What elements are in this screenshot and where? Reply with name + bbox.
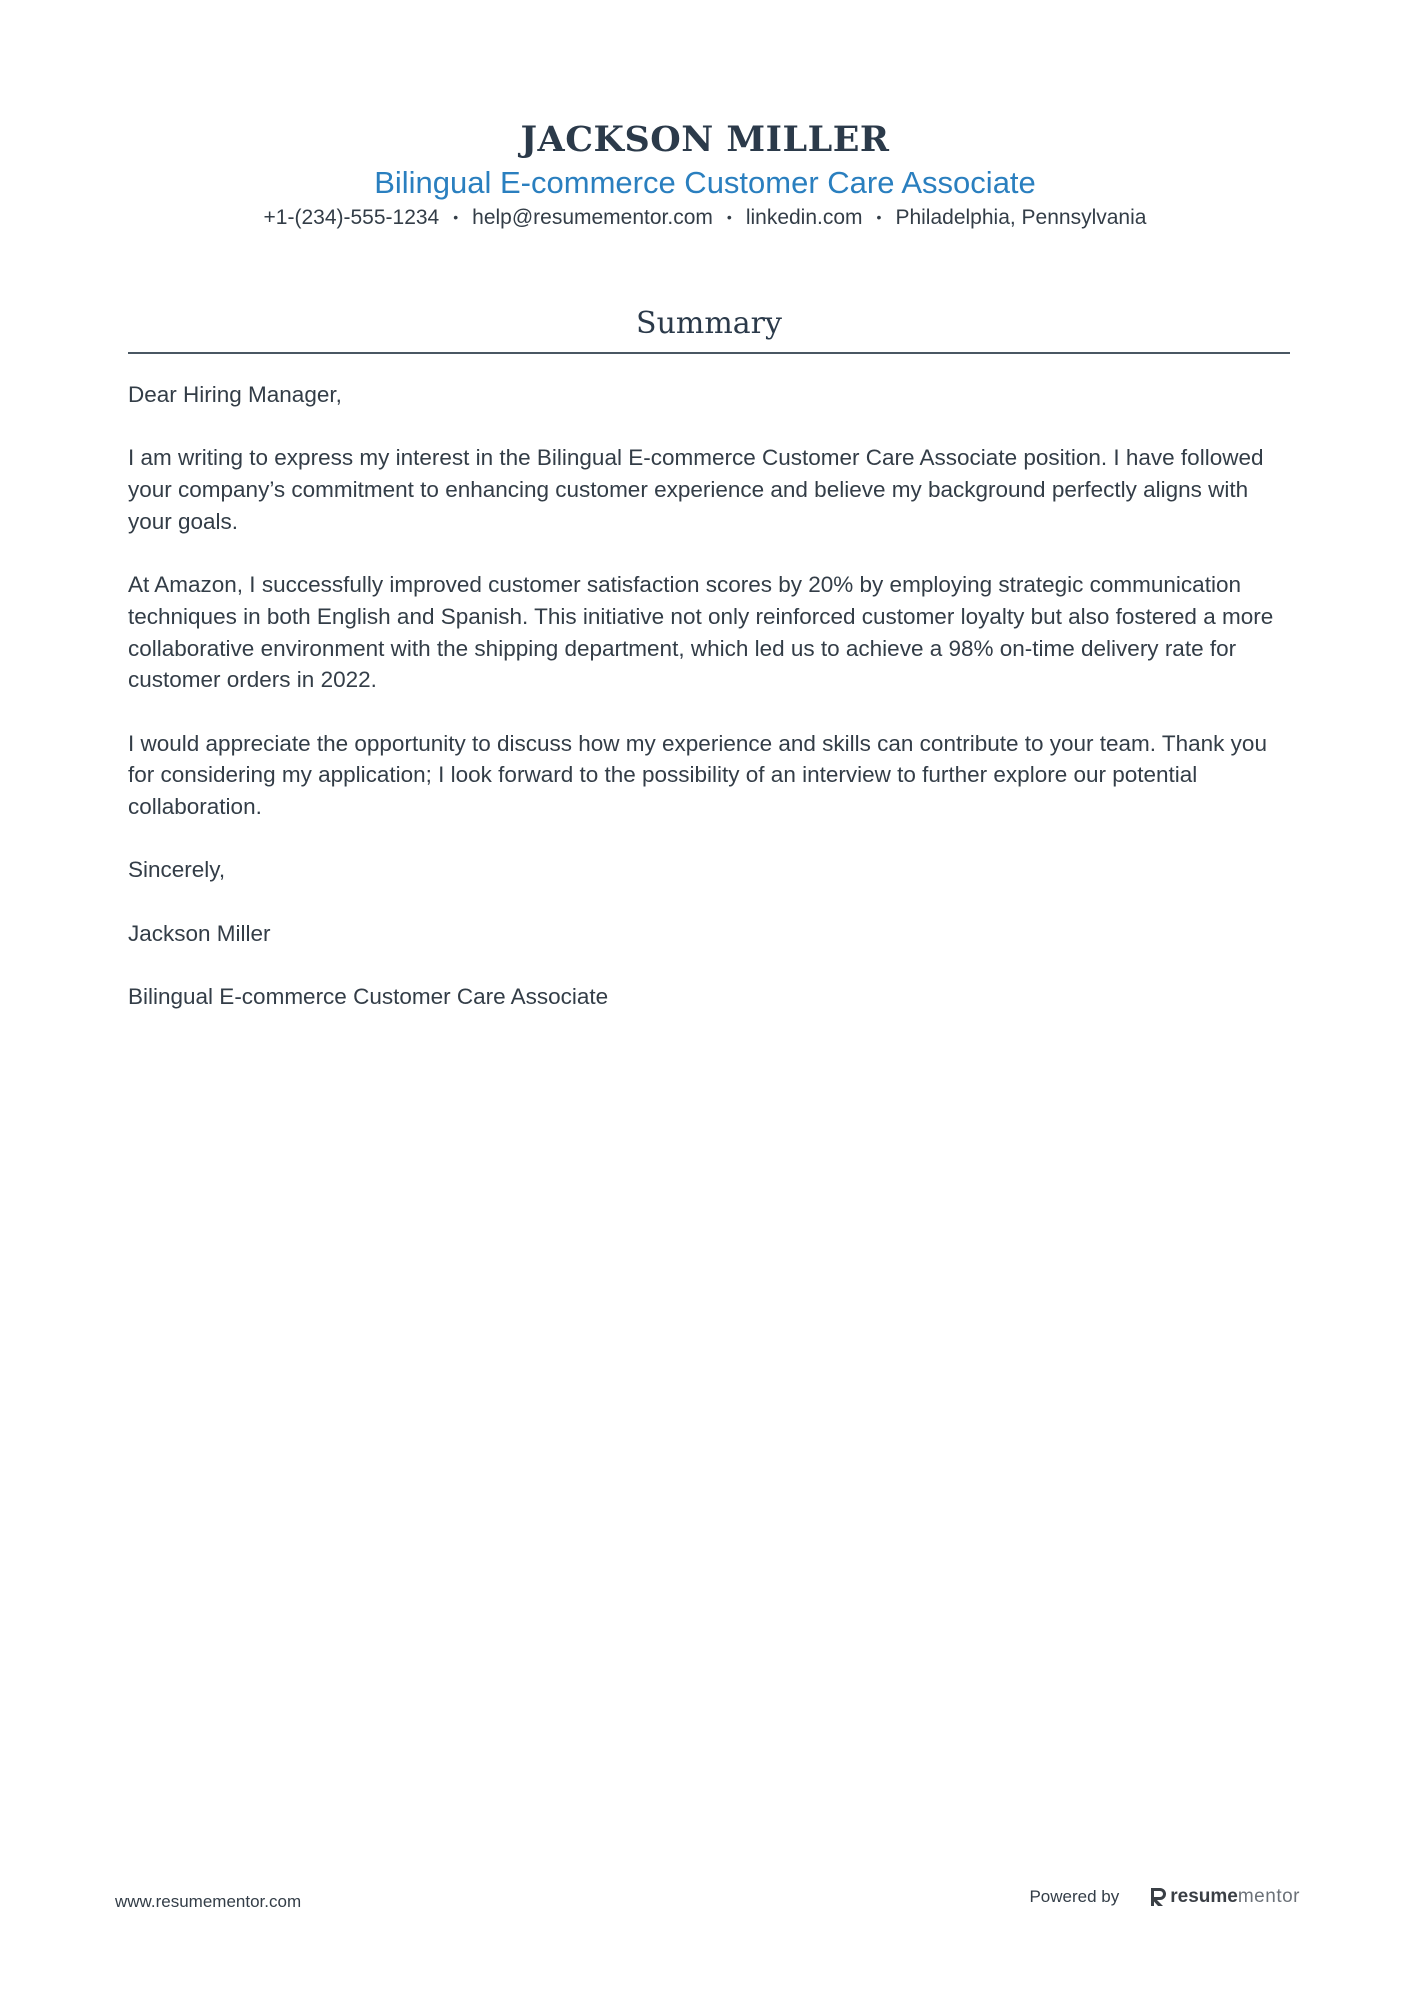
signature-title: Bilingual E-commerce Customer Care Associate bbox=[128, 984, 609, 1010]
resumementor-logo-icon bbox=[1149, 1886, 1167, 1908]
letter-paragraph: I am writing to express my interest in the Bilingual E-commerce Customer Care Associate position. I have followed your company’s commitment to enhancing customer experience and believe my background perfectly aligns with your goals. bbox=[128, 445, 1264, 534]
letter-closing: Sincerely, bbox=[128, 857, 226, 883]
footer-branding bbox=[1029, 1886, 1300, 1908]
resumementor-logo bbox=[1149, 1886, 1300, 1908]
section-title-summary: Summary bbox=[636, 306, 782, 341]
contact-line bbox=[0, 202, 1410, 234]
letter-paragraph: At Amazon, I successfully improved customer satisfaction scores by 20% by employing strategic communication techniques in both English and Spanish. This initiative not only reinforced customer loyalty but also fostered a more collaborative environment with the shipping department, which led us to achieve a 98% on-time delivery rate for customer orders in 2022. bbox=[128, 572, 1274, 693]
contact-email: help@resumementor.com bbox=[472, 206, 713, 229]
contact-website: linkedin.com bbox=[745, 206, 863, 229]
letter-body bbox=[128, 379, 1290, 1045]
logo-text-light: mentor bbox=[1237, 1886, 1300, 1907]
contact-location: Philadelphia, Pennsylvania bbox=[895, 206, 1147, 229]
powered-by-label: Powered by bbox=[1029, 1887, 1120, 1906]
contact-separator: • bbox=[453, 209, 459, 225]
letter-salutation: Dear Hiring Manager, bbox=[128, 382, 342, 407]
letter-header bbox=[0, 116, 1410, 234]
contact-phone: +1-(234)-555-1234 bbox=[263, 206, 440, 229]
letter-paragraph: I would appreciate the opportunity to discuss how my experience and skills can contribute to your team. Thank you for considering my application; I look forward to the possibility of an interview to further explore our potential collaboration. bbox=[128, 730, 1267, 820]
applicant-name: JACKSON MILLER bbox=[520, 119, 890, 160]
contact-separator: • bbox=[876, 209, 882, 225]
applicant-job-title: Bilingual E-commerce Customer Care Associate bbox=[374, 165, 1036, 200]
footer-website: www.resumementor.com bbox=[115, 1892, 302, 1911]
logo-text-bold: resume bbox=[1170, 1886, 1238, 1907]
contact-separator: • bbox=[726, 209, 732, 225]
section-divider bbox=[128, 352, 1290, 354]
signature-name: Jackson Miller bbox=[128, 920, 271, 946]
